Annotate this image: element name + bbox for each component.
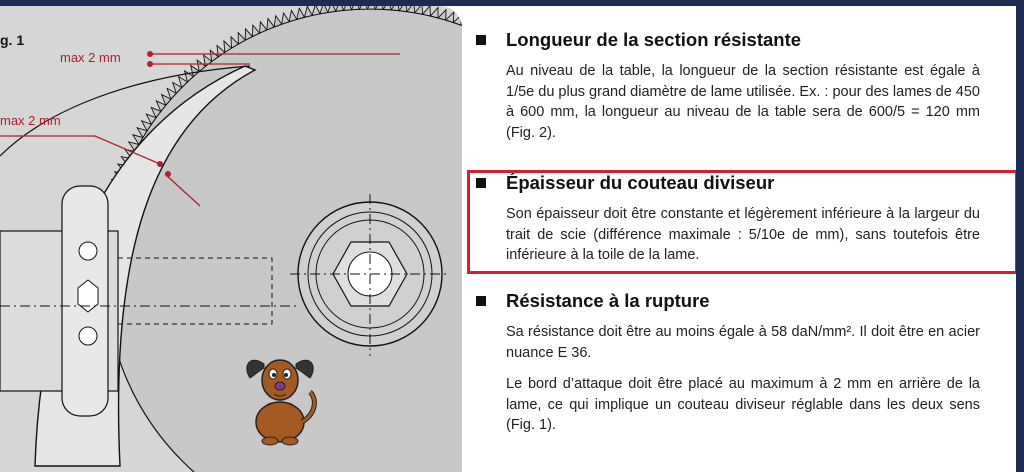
figure-label: g. 1	[0, 32, 25, 48]
saw-tooth	[446, 12, 454, 22]
section-title-epaisseur: Épaisseur du couteau diviseur	[506, 172, 775, 193]
highlight-box	[467, 170, 1018, 274]
saw-tooth	[367, 6, 375, 9]
bullet-icon	[476, 35, 486, 45]
dimension-label-mid: max 2 mm	[0, 113, 61, 128]
saw-tooth	[423, 6, 431, 16]
saw-tooth	[289, 10, 297, 21]
saw-tooth	[399, 6, 407, 12]
saw-tooth	[320, 6, 328, 14]
dimension-label-top: max 2 mm	[60, 50, 121, 65]
saw-tooth	[438, 10, 446, 20]
saw-tooth	[328, 6, 336, 12]
section-paragraph-resistance-2: Le bord d’attaque doit être placé au maximum à 2 mm en arrière de la lame, ce qui implique un couteau diviseur réglable dans les deux sens (Fig. 1).	[506, 376, 980, 433]
saw-tooth	[351, 6, 359, 10]
section-title-resistance: Résistance à la rupture	[506, 290, 710, 311]
saw-tooth	[407, 6, 415, 13]
right-border	[1016, 6, 1024, 472]
saw-tooth	[344, 6, 352, 10]
saw-tooth	[304, 6, 312, 17]
saw-tooth	[336, 6, 344, 11]
section-paragraph-epaisseur: Son épaisseur doit être constante et légèrement inférieure à la largeur du trait de scie (différence maximale : 5/10e de mm), sans toutefois être inférieure à la toile de la lame.	[506, 206, 980, 263]
bullet-icon	[476, 296, 486, 306]
saw-tooth	[312, 6, 320, 15]
figure-panel	[0, 6, 462, 472]
saw-tooth	[297, 8, 305, 19]
saw-tooth	[391, 6, 399, 11]
saw-blade-diagram	[0, 6, 462, 472]
section-paragraph-longueur: Au niveau de la table, la longueur de la section résistante est égale à 1/5e du plus grand diamètre de lame utilisée. Ex. : pour des lames de 450 à 600 mm, la longueur au niveau de la table sera de 600/5 = 120 mm (Fig. 2).	[506, 63, 980, 141]
saw-tooth	[359, 6, 367, 9]
section-title-longueur: Longueur de la section résistante	[506, 29, 802, 50]
section-paragraph-resistance-1: Sa résistance doit être au moins égale à 58 daN/mm². Il doit être en acier nuance E 36.	[506, 324, 980, 361]
saw-tooth	[415, 6, 423, 14]
saw-tooth	[383, 6, 391, 10]
dog-mascot	[240, 342, 320, 446]
saw-tooth	[430, 8, 438, 18]
saw-tooth	[375, 6, 383, 9]
